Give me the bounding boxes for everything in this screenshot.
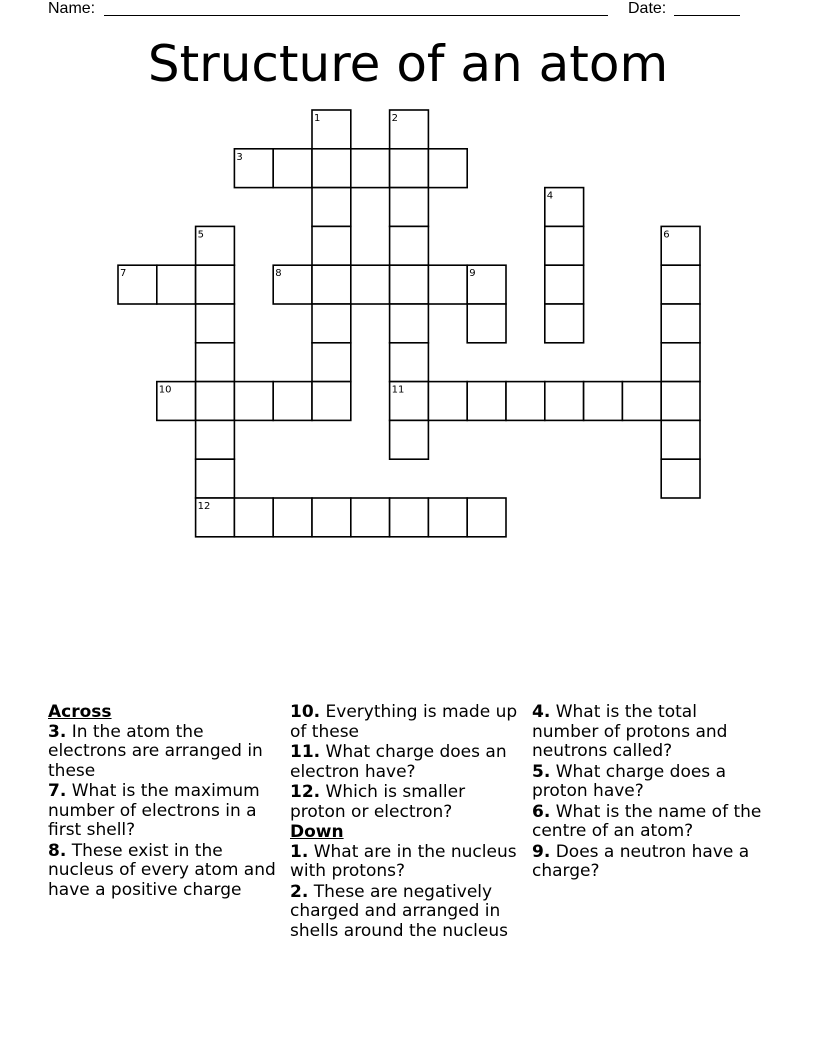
date-field[interactable]	[674, 15, 740, 16]
grid-cell[interactable]	[428, 382, 467, 421]
grid-cell[interactable]	[234, 149, 273, 188]
down-clue	[532, 703, 764, 762]
cell-number: 11	[391, 384, 405, 396]
grid-cell[interactable]	[622, 382, 661, 421]
clue-text: What charge does an electron have?	[290, 742, 507, 782]
cell-number: 9	[469, 268, 476, 280]
clue-text: Does a neutron have a charge?	[532, 841, 750, 881]
across-clue	[48, 723, 280, 782]
across-clue	[48, 842, 280, 901]
grid-cell[interactable]	[118, 265, 157, 304]
across-clue	[290, 703, 522, 742]
clue-number: 10.	[290, 702, 321, 722]
grid-cell[interactable]	[545, 188, 584, 227]
clues-column-1	[48, 703, 280, 901]
grid-cell[interactable]	[428, 498, 467, 537]
clue-text: Everything is made up of these	[290, 702, 518, 742]
page-title: Structure of an atom	[147, 35, 669, 93]
grid-cell[interactable]	[661, 265, 700, 304]
grid-cell[interactable]	[661, 459, 700, 498]
grid-cell[interactable]	[467, 265, 506, 304]
grid-cell[interactable]	[312, 188, 351, 227]
grid-cell[interactable]	[661, 382, 700, 421]
clue-text: Which is smaller proton or electron?	[290, 782, 466, 822]
cell-number: 12	[197, 501, 211, 512]
grid-cell[interactable]	[273, 498, 312, 537]
grid-cell[interactable]	[661, 420, 700, 459]
down-clue	[532, 763, 764, 802]
date-label: Date:	[628, 0, 667, 17]
down-clue	[532, 843, 764, 882]
grid-cell[interactable]	[312, 304, 351, 343]
across-heading: Across	[48, 702, 112, 722]
grid-cell[interactable]	[545, 304, 584, 343]
name-label: Name:	[48, 0, 96, 17]
grid-cell[interactable]	[234, 498, 273, 537]
clue-number: 7.	[48, 781, 67, 801]
cell-number: 8	[275, 268, 282, 280]
grid-cell[interactable]	[273, 149, 312, 188]
clue-number: 4.	[532, 702, 551, 722]
grid-cell[interactable]	[157, 265, 196, 304]
grid-cell[interactable]	[428, 265, 467, 304]
grid-cell[interactable]	[661, 343, 700, 382]
cell-number: 7	[120, 268, 127, 280]
grid-cell[interactable]	[467, 498, 506, 537]
clue-number: 8.	[48, 840, 67, 861]
clue-number: 12.	[290, 782, 321, 802]
clue-number: 11.	[290, 742, 321, 762]
down-clue	[290, 883, 522, 942]
clue-number: 5.	[532, 761, 551, 782]
grid-cell[interactable]	[390, 110, 429, 149]
grid-cell[interactable]	[467, 382, 506, 421]
down-clue	[290, 843, 522, 882]
grid-cell[interactable]	[545, 382, 584, 421]
grid-cell[interactable]	[351, 498, 390, 537]
across-clue	[48, 782, 280, 841]
grid-cell[interactable]	[584, 382, 623, 421]
grid-cell[interactable]	[157, 382, 196, 421]
grid-cell[interactable]	[312, 110, 351, 149]
grid-cell[interactable]	[312, 265, 351, 304]
grid-cell[interactable]	[390, 382, 429, 421]
cell-number: 6	[663, 229, 670, 241]
clue-text: These exist in the nucleus of every atom and have a positive charge	[48, 840, 276, 900]
cell-number: 2	[391, 113, 398, 124]
clue-text: What is the maximum number of electrons in a first shell?	[48, 781, 260, 840]
cell-number: 4	[546, 190, 554, 202]
grid-cell[interactable]	[196, 382, 235, 421]
grid-cell[interactable]	[390, 304, 429, 343]
clue-number: 2.	[290, 881, 309, 902]
clue-text: In the atom the electrons are arranged in these	[48, 721, 263, 781]
grid-cell[interactable]	[545, 226, 584, 265]
across-clue	[290, 783, 522, 822]
grid-cell[interactable]	[390, 498, 429, 537]
cell-number: 1	[314, 113, 321, 124]
clue-text: What is the name of the centre of an atom?	[532, 801, 762, 841]
grid-cell[interactable]	[196, 459, 235, 498]
grid-cell[interactable]	[390, 149, 429, 188]
grid-cell[interactable]	[661, 226, 700, 265]
clue-number: 9.	[532, 841, 551, 862]
grid-cell[interactable]	[196, 226, 235, 265]
cell-number: 10	[158, 384, 172, 396]
grid-cell[interactable]	[390, 420, 429, 459]
grid-cell[interactable]	[312, 343, 351, 382]
grid-cell[interactable]	[467, 304, 506, 343]
cell-number: 5	[197, 229, 204, 241]
grid-cell[interactable]	[390, 226, 429, 265]
clue-number: 6.	[532, 801, 551, 822]
grid-cell[interactable]	[661, 304, 700, 343]
grid-cell[interactable]	[196, 498, 235, 537]
across-clue	[290, 743, 522, 782]
clues-column-3	[532, 703, 764, 883]
grid-cell[interactable]	[390, 265, 429, 304]
clue-number: 3.	[48, 721, 67, 742]
clue-text: These are negatively charged and arranged in shells around the nucleus	[290, 881, 508, 941]
header	[48, 0, 748, 20]
grid-cell[interactable]	[312, 226, 351, 265]
grid-cell[interactable]	[312, 498, 351, 537]
grid-cell[interactable]	[312, 382, 351, 421]
grid-cell[interactable]	[390, 188, 429, 227]
grid-cell[interactable]	[196, 265, 235, 304]
clue-text: What charge does a proton have?	[532, 761, 726, 801]
cell-number: 3	[236, 151, 243, 163]
grid-cell[interactable]	[312, 149, 351, 188]
grid-cell[interactable]	[273, 265, 312, 304]
down-heading: Down	[290, 822, 344, 842]
clue-text: What are in the nucleus with protons?	[290, 841, 517, 881]
grid-cell[interactable]	[273, 382, 312, 421]
grid-cell[interactable]	[351, 265, 390, 304]
down-clue	[532, 803, 764, 842]
clues-column-2	[290, 703, 522, 942]
grid-cell[interactable]	[390, 343, 429, 382]
grid-cell[interactable]	[196, 304, 235, 343]
name-field[interactable]	[104, 15, 608, 16]
grid-cell[interactable]	[234, 382, 273, 421]
clue-text: What is the total number of protons and neutrons called?	[532, 702, 728, 761]
grid-cell[interactable]	[428, 149, 467, 188]
grid-cell[interactable]	[506, 382, 545, 421]
grid-cell[interactable]	[351, 149, 390, 188]
clue-number: 1.	[290, 841, 309, 862]
grid-cell[interactable]	[196, 343, 235, 382]
grid-cell[interactable]	[196, 420, 235, 459]
grid-cell[interactable]	[545, 265, 584, 304]
